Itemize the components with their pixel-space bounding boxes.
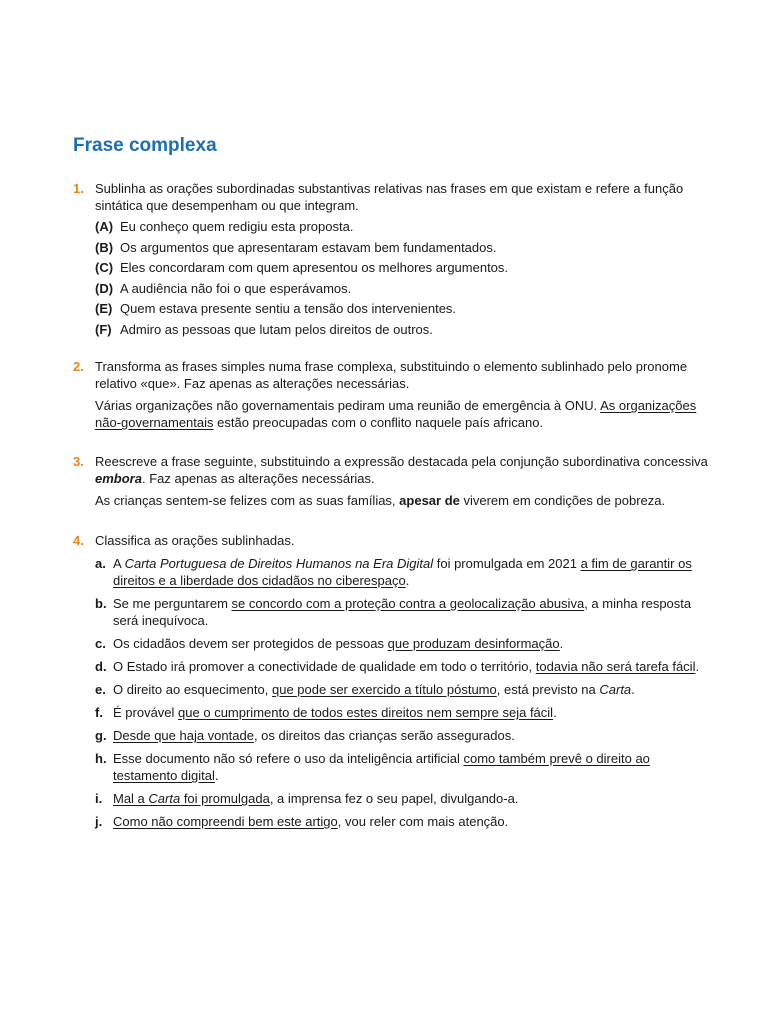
question-text: Reescreve a frase seguinte, substituindo a expressão destacada pela conjunção subordinativa concessiva (95, 454, 708, 469)
underlined-clause: todavia não será tarefa fácil (535, 659, 696, 674)
item-text: O direito ao esquecimento, (113, 682, 272, 697)
item-text: Se me perguntarem (113, 596, 232, 611)
item-text: foi promulgada em 2021 (433, 556, 581, 571)
question-number: 3. (73, 454, 84, 469)
question-3 (73, 453, 713, 509)
item-f (95, 704, 713, 721)
item-letter: f. (95, 705, 103, 720)
item-letter: d. (95, 659, 107, 674)
question-4 (73, 532, 713, 836)
item-letter: e. (95, 682, 106, 697)
question-number: 2. (73, 359, 84, 374)
item-text: . (405, 573, 410, 588)
exercise-sentence (73, 492, 713, 509)
underlined-clause: Como não compreendi bem este artigo (113, 814, 338, 829)
underlined-clause-italic: Carta (148, 791, 181, 806)
page-title: Frase complexa (73, 135, 217, 156)
question-text: Classifica as orações sublinhadas. (95, 533, 295, 548)
item-text: . (553, 705, 557, 720)
item-text: É provável (113, 705, 179, 720)
option-text: Admiro as pessoas que lutam pelos direitos de outros. (120, 321, 433, 337)
option-text: Eu conheço quem redigiu esta proposta. (120, 219, 354, 234)
item-letter: a. (95, 556, 106, 571)
underlined-clause: se concordo com a proteção contra a geolocalização abusiva (231, 596, 585, 611)
item-text: Os cidadãos devem ser protegidos de pessoas (113, 636, 388, 651)
question-text: Transforma as frases simples numa frase complexa, substituindo o elemento sublinhado pelo pronome relativo «que». Faz apenas as alterações necessárias. (95, 359, 688, 391)
item-letter: c. (95, 636, 106, 651)
underlined-clause: como também prevê o direito ao testamento digital (113, 751, 650, 783)
option-item (95, 239, 713, 260)
item-d (95, 658, 713, 675)
option-letter: (C) (95, 260, 114, 275)
option-item (95, 218, 713, 239)
sentence-text: Várias organizações não governamentais pediram uma reunião de emergência à ONU. (95, 398, 601, 413)
item-text: O Estado irá promover a conectividade de qualidade em todo o território, (113, 659, 536, 674)
item-h (95, 750, 713, 784)
underlined-clause: a fim de garantir os direitos e a liberdade dos cidadãos no ciberespaço (113, 556, 692, 588)
item-text: . (559, 636, 564, 651)
option-letter: (A) (95, 219, 114, 234)
question-4-prompt (73, 532, 713, 549)
option-text: A audiência não foi o que esperávamos. (120, 280, 352, 296)
option-letter: (D) (95, 280, 114, 296)
item-text: , os direitos das crianças serão assegurados. (253, 728, 515, 743)
question-2 (73, 358, 713, 431)
item-g (95, 727, 713, 744)
option-text: Os argumentos que apresentaram estavam bem fundamentados. (120, 239, 497, 255)
item-text: A (113, 556, 125, 571)
underlined-clause: Mal a (113, 791, 149, 806)
option-text: Eles concordaram com quem apresentou os melhores argumentos. (120, 260, 509, 275)
item-text: , vou reler com mais atenção. (337, 814, 509, 829)
question-2-prompt (73, 358, 713, 392)
item-text: , está previsto na (496, 682, 600, 697)
sentence-text: viverem em condições de pobreza. (459, 493, 666, 508)
sentence-text: estão preocupadas com o conflito naquele país africano. (213, 415, 544, 430)
option-item (95, 321, 713, 342)
question-text: . Faz apenas as alterações necessárias. (141, 471, 375, 486)
item-text: , a minha resposta será inequívoca. (113, 596, 692, 628)
item-j (95, 813, 713, 830)
item-text-italic: Carta Portuguesa de Direitos Humanos na Era Digital (124, 556, 434, 571)
item-letter: j. (95, 814, 103, 829)
item-text: , a imprensa fez o seu papel, divulgando-a. (269, 791, 519, 806)
item-i (95, 790, 713, 807)
option-letter: (B) (95, 239, 114, 255)
item-b (95, 595, 713, 629)
item-letter: b. (95, 596, 107, 611)
options-list (73, 218, 713, 341)
item-letter: g. (95, 728, 107, 743)
question-text: Sublinha as orações subordinadas substantivas relativas nas frases em que existam e refere a função sintática que desempenham ou que integram. (95, 181, 684, 213)
item-text: . (695, 659, 700, 674)
item-c (95, 635, 713, 652)
item-a (95, 555, 713, 589)
question-1-prompt (73, 180, 713, 214)
underlined-clause: que o cumprimento de todos estes direitos nem sempre seja fácil (178, 705, 554, 720)
highlighted-expression: apesar de (399, 493, 460, 508)
question-number: 4. (73, 533, 84, 548)
underlined-clause: que pode ser exercido a título póstumo (271, 682, 497, 697)
option-text: Quem estava presente sentiu a tensão dos intervenientes. (120, 301, 457, 316)
question-3-prompt (73, 453, 713, 487)
option-letter: (F) (95, 321, 112, 337)
highlighted-word: embora (95, 471, 142, 486)
underlined-clause: foi promulgada (180, 791, 270, 806)
underlined-element: As organizações não-governamentais (95, 398, 697, 430)
question-number: 1. (73, 181, 84, 196)
option-item (95, 300, 713, 321)
item-text: . (631, 682, 635, 697)
option-item (95, 280, 713, 301)
item-text-italic: Carta (599, 682, 632, 697)
sentence-text: As crianças sentem-se felizes com as suas famílias, (95, 493, 400, 508)
underlined-clause: Desde que haja vontade (113, 728, 254, 743)
underlined-clause: que produzam desinformação (387, 636, 560, 651)
item-text: . (214, 768, 219, 783)
option-item (95, 259, 713, 280)
items-list (73, 555, 713, 830)
item-letter: h. (95, 751, 107, 766)
option-letter: (E) (95, 301, 113, 316)
item-e (95, 681, 713, 698)
item-letter: i. (95, 791, 103, 806)
exercise-sentence (73, 397, 713, 431)
item-text: Esse documento não só refere o uso da inteligência artificial (113, 751, 464, 766)
question-1 (73, 180, 713, 341)
